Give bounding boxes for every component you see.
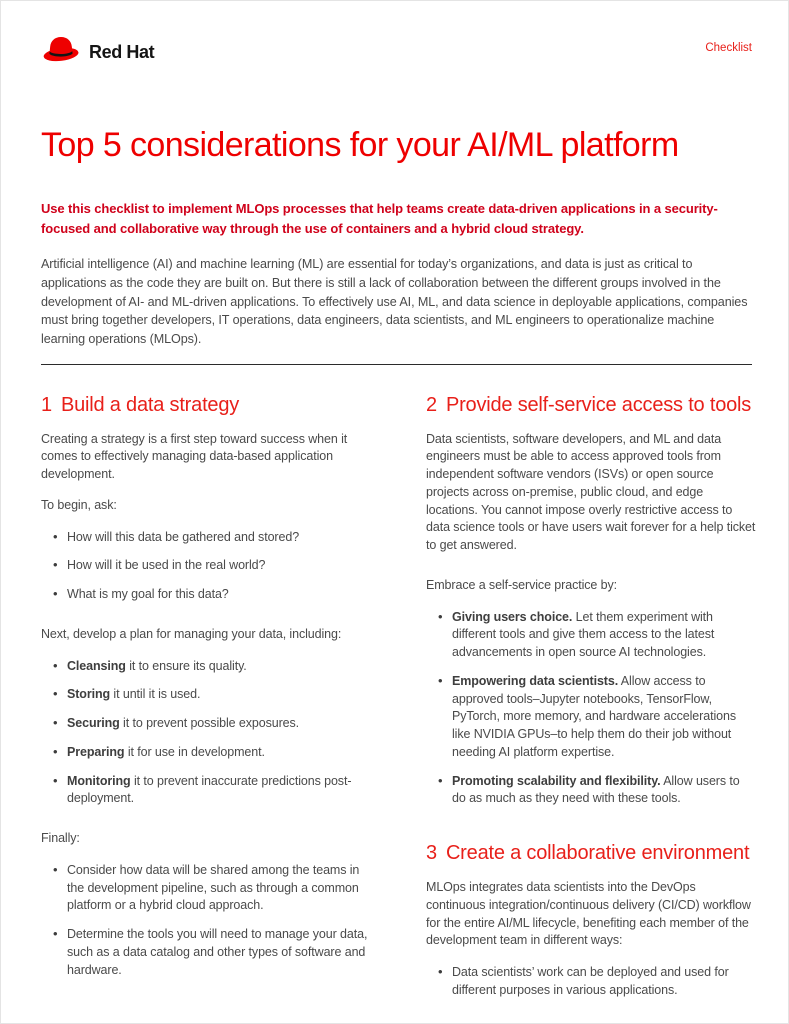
list-item bbox=[53, 744, 368, 762]
section-1-heading bbox=[41, 392, 368, 418]
intro-lead: Use this checklist to implement MLOps processes that help teams create data-driven applications in a security-focused and collaborative way through the use of containers and a hybrid cloud strategy. bbox=[41, 201, 718, 237]
section-3-title: Create a collaborative environment bbox=[445, 842, 750, 865]
list-item: • How will this data be gathered and stored? bbox=[53, 529, 368, 547]
section-2-list bbox=[426, 609, 756, 809]
list-item: • Consider how data will be shared among the teams in the development pipeline, such as through a common platform or a hybrid cloud approach. bbox=[53, 862, 368, 915]
bullet-bold-lead: Preparing bbox=[67, 744, 125, 759]
redhat-fedora-icon bbox=[41, 34, 81, 70]
bullet-text: Allow access to approved tools–Jupyter notebooks, TensorFlow, PyTorch, more memory, and hardware accelerations like NVIDIA GPUs–to help them do their job without needing AI platform expertise. bbox=[452, 673, 736, 759]
bullet-text: it to prevent inaccurate predictions post-deployment. bbox=[67, 773, 352, 806]
bullet-text: it for use in development. bbox=[124, 744, 265, 759]
bullet-text: Let them experiment with different tools and give them access to the latest advancements in open source AI technologies. bbox=[452, 609, 715, 660]
section-1-title: Build a data strategy bbox=[60, 393, 240, 416]
doc-type-label: Checklist bbox=[705, 42, 752, 54]
section-2-heading bbox=[426, 392, 756, 418]
section-2-paragraph: Data scientists, software developers, and ML and data engineers must be able to access approved tools from independent software vendors (ISVs) or open source projects across on-premise, public cloud, and edge locations. You cannot impose overly restrictive access to data science tools or have users wait forever for a help ticket to get answered. bbox=[426, 431, 756, 553]
page-header bbox=[41, 34, 752, 70]
list-item: • What is my goal for this data? bbox=[53, 586, 368, 604]
bullet-text: it until it is used. bbox=[110, 687, 201, 702]
page-title: Top 5 considerations for your AI/ML platform bbox=[41, 126, 679, 164]
section-1-ask-label: To begin, ask: bbox=[41, 497, 117, 512]
list-item bbox=[53, 686, 368, 704]
bullet-text: it to prevent possible exposures. bbox=[119, 716, 300, 731]
section-1-finally-label: Finally: bbox=[41, 831, 80, 846]
bullet-text: it to ensure its quality. bbox=[125, 658, 247, 673]
redhat-logo-text: Red Hat bbox=[89, 41, 155, 62]
section-2-embrace-label: Embrace a self-service practice by: bbox=[426, 577, 618, 592]
bullet-bold-lead: Monitoring bbox=[67, 773, 131, 788]
bullet-bold-lead: Securing bbox=[67, 716, 120, 731]
section-1-ask-list bbox=[41, 529, 368, 604]
redhat-logo bbox=[41, 34, 154, 70]
left-column bbox=[41, 365, 368, 1011]
list-item bbox=[53, 715, 368, 733]
section-1-plan-list bbox=[41, 658, 368, 809]
section-3-paragraph: MLOps integrates data scientists into the DevOps continuous integration/continuous delivery (CI/CD) workflow for the entire AI/ML lifecycle, benefiting each member of the development team in different ways: bbox=[426, 880, 751, 948]
list-item: • Determine the tools you will need to manage your data, such as a data catalog and other types of software and hardware. bbox=[53, 926, 368, 979]
section-3-number: 3 bbox=[426, 842, 437, 865]
section-1-number: 1 bbox=[41, 393, 52, 416]
bullet-text: Allow users to do as much as they need with these tools. bbox=[452, 773, 740, 806]
intro-body: Artificial intelligence (AI) and machine learning (ML) are essential for today’s organizations, and data is just as critical to applications as the code they are built on. But there is still a lack of collaboration between the different groups involved in the development of AI- and ML-driven applications. To effectively use AI, ML, and data science in deployable applications, companies must bring together developers, IT operations, data engineers, data scientists, and ML engineers to operationalize machine learning operations (MLOps). bbox=[41, 257, 748, 346]
section-2-title: Provide self-service access to tools bbox=[445, 393, 752, 416]
bullet-bold-lead: Promoting scalability and flexibility. bbox=[452, 773, 661, 788]
section-2-number: 2 bbox=[426, 393, 437, 416]
list-item bbox=[438, 673, 756, 762]
list-item bbox=[53, 773, 368, 809]
section-3-heading bbox=[426, 840, 756, 866]
list-item bbox=[438, 773, 756, 809]
bullet-bold-lead: Storing bbox=[67, 687, 111, 702]
list-item: • Data scientists’ work can be deployed and used for different purposes in various applications. bbox=[438, 964, 756, 1000]
section-1-finally-list bbox=[41, 862, 368, 980]
bullet-bold-lead: Empowering data scientists. bbox=[452, 673, 619, 688]
bullet-bold-lead: Cleansing bbox=[67, 658, 126, 673]
list-item bbox=[438, 609, 756, 662]
list-item bbox=[53, 658, 368, 676]
section-1-plan-label: Next, develop a plan for managing your data, including: bbox=[41, 626, 342, 641]
section-1-paragraph: Creating a strategy is a first step toward success when it comes to effectively managing data-based application development. bbox=[41, 431, 348, 482]
content-columns bbox=[41, 365, 756, 1011]
right-column bbox=[426, 365, 756, 1011]
section-3-list bbox=[426, 964, 756, 1000]
list-item: • How will it be used in the real world? bbox=[53, 557, 368, 575]
bullet-bold-lead: Giving users choice. bbox=[452, 609, 573, 624]
